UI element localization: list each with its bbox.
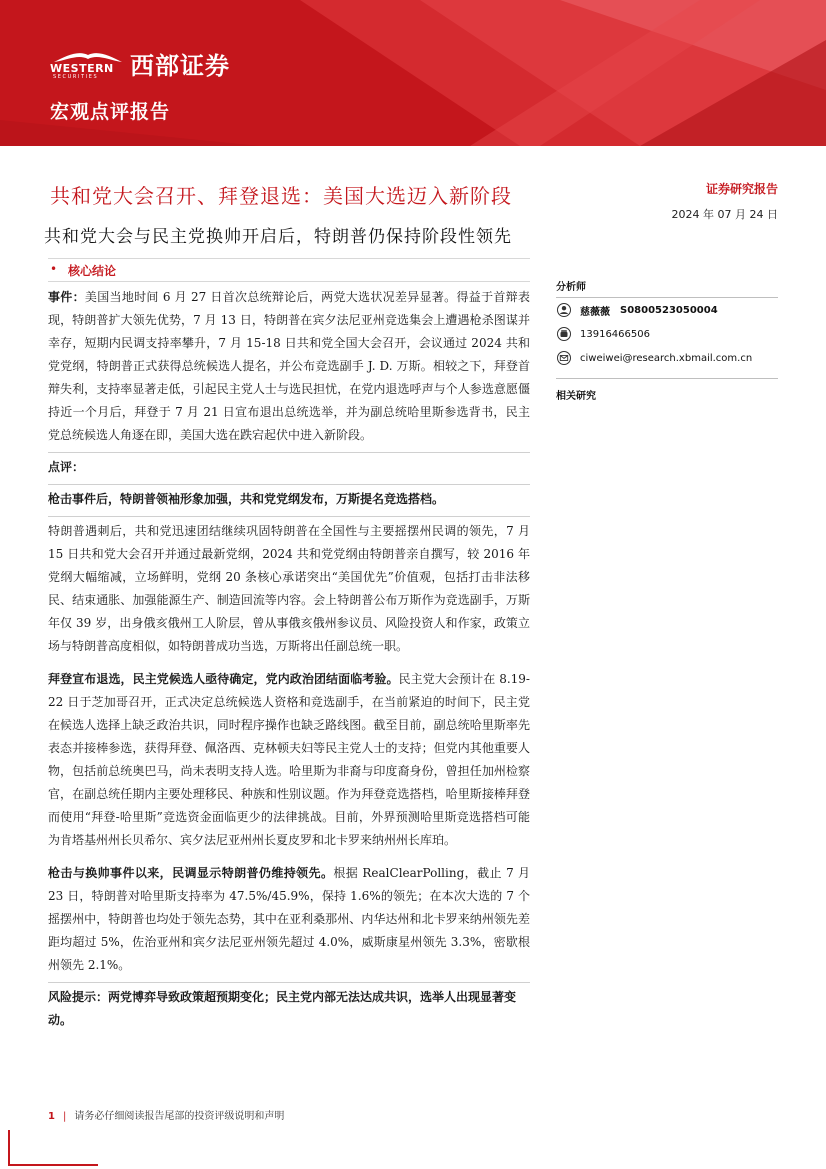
page-number: 1 <box>48 1111 55 1122</box>
section-paragraph: 特朗普遇刺后，共和党迅速团结继续巩固特朗普在全国性与主要摇摆州民调的领先，7 月 15 日共和党大会召开并通过最新党纲，2024 共和党党纲由特朗普亲自撰写，较 2016 年党纲大幅缩减，立场鲜明，党纲 20 条核心承诺突出“美国优先”价值观，包括打击非法移民、结束通胀、加强能源生产、制造回流等内容。会上特朗普公布万斯作为竞选副手，万斯年仅 39 岁，出身俄亥俄州工人阶层，曾从事俄亥俄州参议员、风险投资人和作家，政策立场与特朗普高度相似，如特朗普成功当选，万斯将出任副总统一职。 <box>48 524 530 653</box>
sidebar <box>556 278 778 402</box>
doc-type: 宏观点评报告 <box>50 101 171 123</box>
report-subtitle: 共和党大会与民主党换帅开启后，特朗普仍保持阶段性领先 <box>44 227 512 247</box>
section-lead: 枪击与换帅事件以来，民调显示特朗普仍维持领先。 <box>48 866 334 880</box>
report-date: 2024 年 07 月 24 日 <box>671 208 778 221</box>
phone-row <box>556 322 778 346</box>
related-research-label: 相关研究 <box>556 378 778 402</box>
comment-label: 点评： <box>48 460 85 474</box>
core-conclusion-header <box>48 258 530 282</box>
risk-warning: 风险提示：两党博弈导致政策超预期变化；民主党内部无法达成共识，选举人出现显著变动。 <box>48 990 517 1027</box>
corner-decoration <box>8 1164 98 1166</box>
brand-cn: 西部证券 <box>130 52 230 80</box>
analyst-label: 分析师 <box>556 278 778 298</box>
section-text: 根据 RealClearPolling，截止 7 月 23 日，特朗普对哈里斯支持率为 47.5%/45.9%，保持 1.6%的领先；在本次大选的 7 个摇摆州中，特朗普也均处于领先态势，其中在亚利桑那州、内华达州和北卡罗来纳州领先差距均超过 5%，佐治亚州和宾夕法尼亚州领先超过 4.0%，威斯康星州领先 3.3%，密歇根州领先 2.1%。 <box>48 866 530 972</box>
email-row <box>556 346 778 370</box>
divider <box>48 982 530 983</box>
analyst-email[interactable]: ciweiwei@research.xbmail.com.cn <box>580 352 753 364</box>
footer-divider: | <box>62 1111 67 1122</box>
core-conclusion-label: 核心结论 <box>68 264 117 278</box>
section-heading: 枪击事件后，特朗普领袖形象加强，共和党党纲发布，万斯提名竞选搭档。 <box>48 492 445 506</box>
section-paragraph <box>48 862 530 977</box>
brand-mark <box>50 50 126 78</box>
section-paragraph <box>48 668 530 852</box>
event-label: 事件： <box>48 290 85 304</box>
phone-icon <box>556 326 572 342</box>
main-body <box>48 286 530 1032</box>
corner-decoration <box>8 1130 10 1164</box>
report-category: 证券研究报告 <box>705 182 778 196</box>
page-footer <box>48 1107 284 1122</box>
divider <box>48 452 530 453</box>
event-paragraph <box>48 286 530 447</box>
brand-logo <box>50 46 230 81</box>
analyst-phone: 13916466506 <box>580 328 650 340</box>
brand-en: WESTERN <box>50 61 114 75</box>
analyst-name: 慈薇薇 <box>580 306 610 318</box>
brand-en-sub: SECURITIES <box>53 73 99 80</box>
analyst-id: S0800523050004 <box>620 304 718 316</box>
divider <box>48 516 530 517</box>
report-title: 共和党大会召开、拜登退选：美国大选迈入新阶段 <box>50 184 512 208</box>
section-text: 民主党大会预计在 8.19-22 日于芝加哥召开，正式决定总统候选人资格和竞选副手，在当前紧迫的时间下，民主党在候选人选择上缺乏政治共识，同时程序操作也缺乏路线图。截至目前，副总统哈里斯率先表态并接棒参选，获得拜登、佩洛西、克林顿夫妇等民主党人士的支持；但党内其他重要人物，包括前总统奥巴马，尚未表明支持人选。哈里斯为非裔与印度裔身份，曾担任加州检察官，在副总统任期内主要处理移民、种族和性别议题。作为拜登竞选搭档，哈里斯接棒拜登而使用“拜登-哈里斯”竞选资金面临更少的法律挑战。目前，外界预测哈里斯竞选搭档可能为肯塔基州州长贝希尔、宾夕法尼亚州州长夏皮罗和北卡罗来纳州州长库珀。 <box>48 672 530 847</box>
analyst-row <box>556 298 778 322</box>
bullet-icon: • <box>50 262 58 276</box>
email-icon <box>556 350 572 366</box>
header-banner <box>0 0 826 146</box>
section-lead: 拜登宣布退选，民主党候选人亟待确定，党内政治团结面临考验。 <box>48 672 399 686</box>
footer-notice: 请务必仔细阅读报告尾部的投资评级说明和声明 <box>74 1111 285 1122</box>
user-icon <box>556 302 572 318</box>
event-text: 美国当地时间 6 月 27 日首次总统辩论后，两党大选状况差异显著。得益于首辩表现，特朗普扩大领先优势，7 月 13 日，特朗普在宾夕法尼亚州竞选集会上遭遇枪杀图谋并幸存，短期内民调支持率攀升，7 月 15-18 日共和党全国大会召开，会议通过 2024 共和党党纲，特朗普正式获得总统候选人提名，并公布竞选副手 J. D. 万斯。相较之下，拜登首辩失利，支持率显著走低，引起民主党人士与选民担忧，在党内退选呼声与个人参选意愿僵持近一个月后，拜登于 7 月 21 日宣布退出总统选举，并为副总统哈里斯参选背书，民主党总统候选人角逐在即，美国大选在跌宕起伏中进入新阶段。 <box>48 290 530 442</box>
divider <box>48 484 530 485</box>
